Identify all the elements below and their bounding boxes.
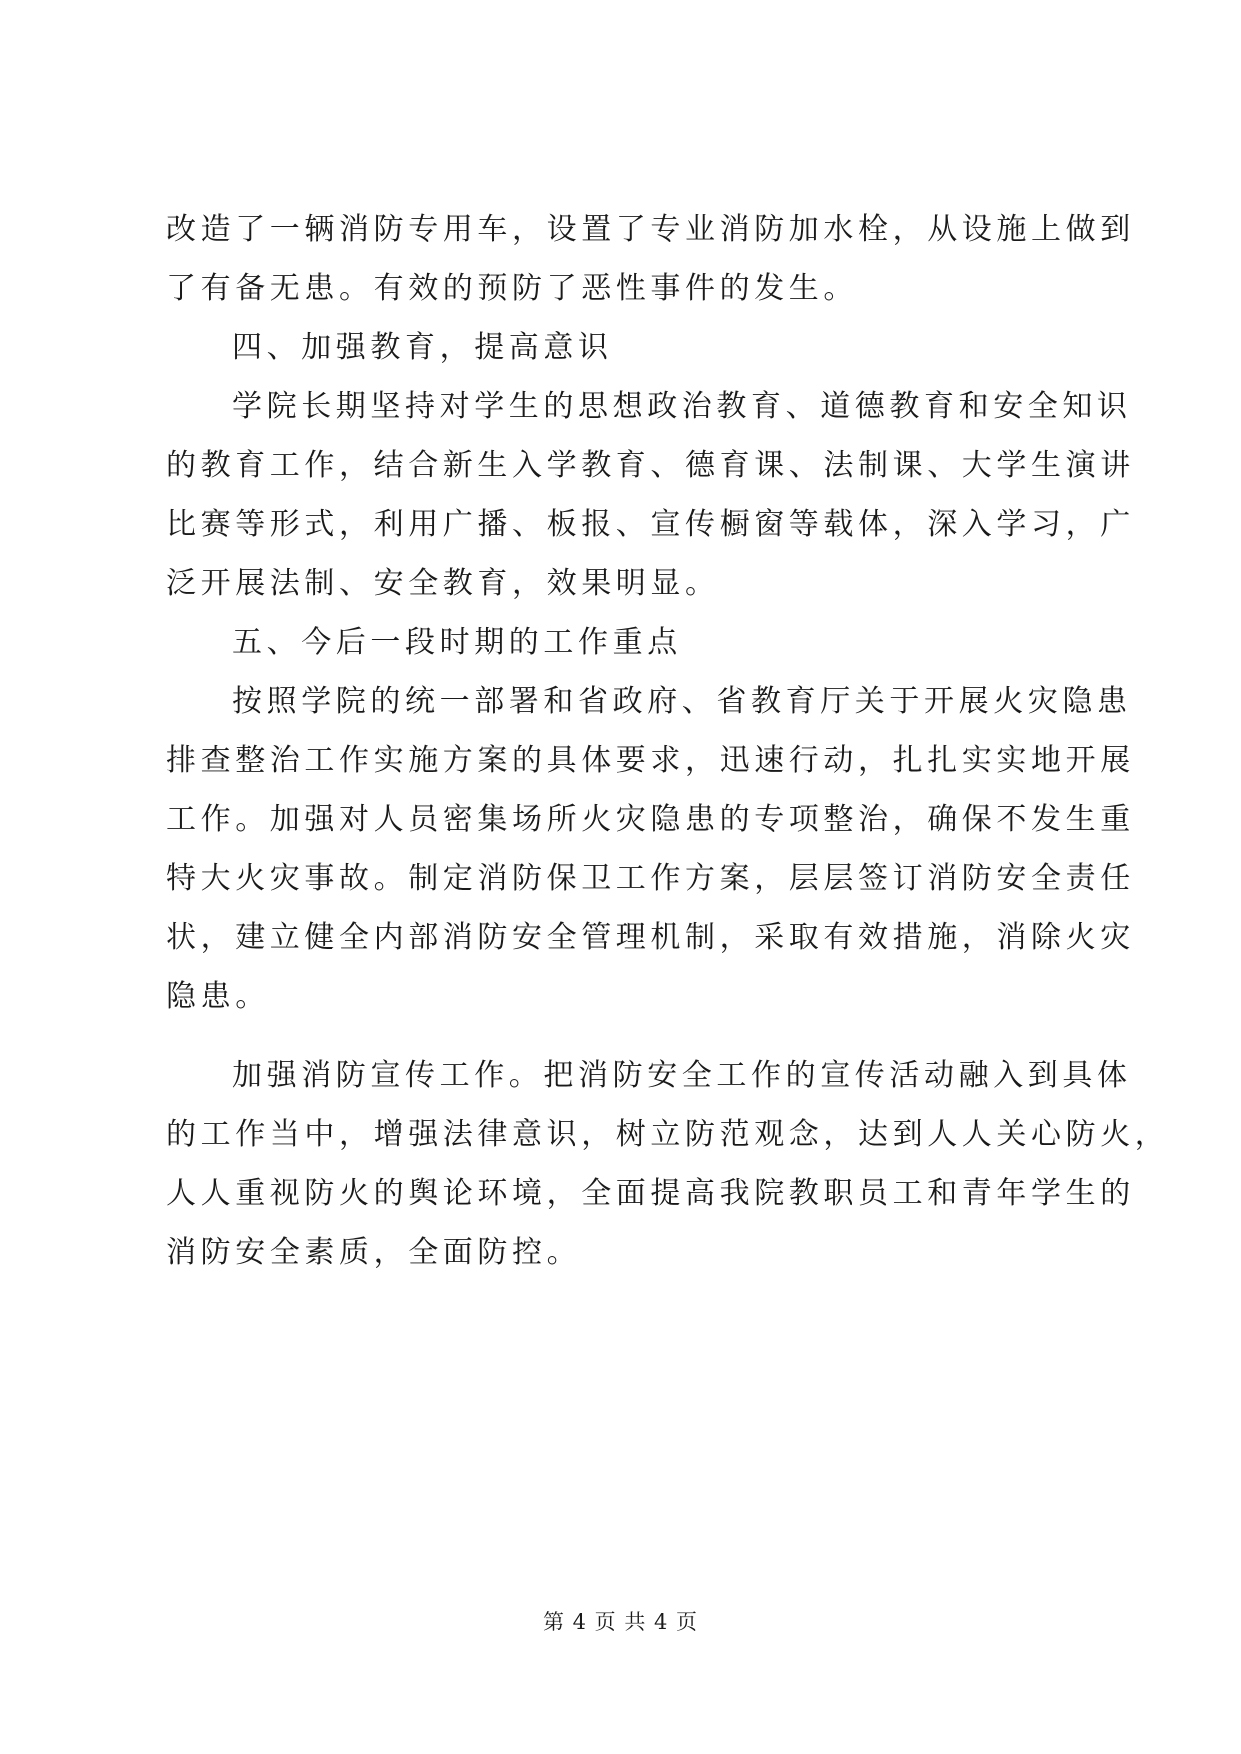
paragraph-line: 学院长期坚持对学生的思想政治教育、道德教育和安全知识 [232,389,1132,424]
paragraph-line: 工作。加强对人员密集场所火灾隐患的专项整治，确保不发生重 [166,802,1135,837]
document-body [166,200,1170,1282]
paragraph-line: 改造了一辆消防专用车，设置了专业消防加水栓，从设施上做到 [166,212,1135,247]
paragraph-line: 人人重视防火的舆论环境，全面提高我院教职员工和青年学生的 [166,1176,1135,1211]
paragraph-line: 状，建立健全内部消防安全管理机制，采取有效措施，消除火灾 [166,920,1135,955]
paragraph-line: 的教育工作，结合新生入学教育、德育课、法制课、大学生演讲 [166,448,1135,483]
paragraph-line: 比赛等形式，利用广播、板报、宣传橱窗等载体，深入学习，广 [166,507,1135,542]
paragraph-line: 了有备无患。有效的预防了恶性事件的发生。 [166,271,858,306]
paragraph-line: 泛开展法制、安全教育，效果明显。 [166,566,720,601]
paragraph-line: 加强消防宣传工作。把消防安全工作的宣传活动融入到具体 [232,1058,1132,1093]
section-heading: 五、今后一段时期的工作重点 [232,625,682,660]
paragraph-line: 排查整治工作实施方案的具体要求，迅速行动，扎扎实实地开展 [166,743,1135,778]
paragraph-line: 隐患。 [166,979,270,1014]
paragraph-line: 的工作当中，增强法律意识，树立防范观念，达到人人关心防火， [166,1117,1170,1152]
paragraph-line: 特大火灾事故。制定消防保卫工作方案，层层签订消防安全责任 [166,861,1135,896]
page-number-footer: 第 4 页 共 4 页 [542,1610,699,1634]
paragraph-line: 消防安全素质，全面防控。 [166,1235,582,1270]
paragraph-gap [166,1026,1086,1046]
section-heading: 四、加强教育，提高意识 [232,330,613,365]
paragraph-line: 按照学院的统一部署和省政府、省教育厅关于开展火灾隐患 [232,684,1132,719]
